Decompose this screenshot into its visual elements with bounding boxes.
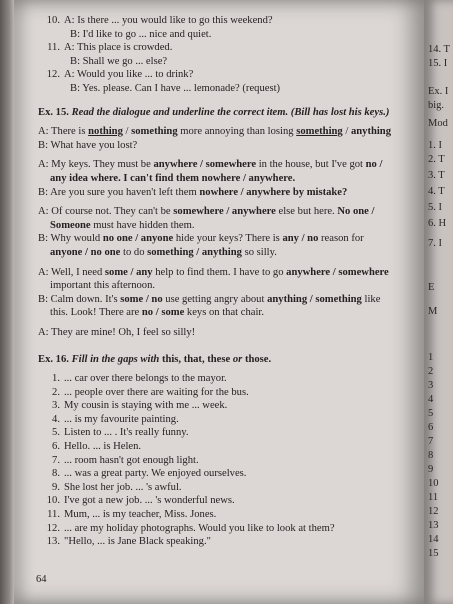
choice: some / no [120, 293, 163, 305]
item-number: 8. [52, 468, 60, 480]
item-text: My cousin is staying with me ... week. [64, 400, 228, 412]
next-page-text-fragment: 11 [428, 492, 439, 503]
list-item [38, 440, 420, 454]
next-page-text-fragment: 3. T [428, 170, 445, 181]
next-page-text-fragment: 1 [428, 352, 434, 363]
item-text: "Hello, ... is Jane Black speaking." [64, 536, 211, 548]
dialogue-text: B: Are you sure you haven't left them [38, 186, 200, 198]
exercise-instruction [72, 354, 272, 365]
separator: / [342, 126, 351, 138]
item-number: 6. [52, 441, 60, 453]
next-page-text-fragment: M [428, 306, 438, 317]
item-text: A: Is there ... you would like to go this weekend? [64, 15, 273, 26]
dialogue-text: reason for [318, 233, 364, 245]
item-text: A: Would you like ... to drink? [64, 69, 194, 81]
dialogue-text: else but here. [275, 206, 338, 218]
next-page-text-fragment: 1. I [428, 140, 442, 151]
item-number: 3. [52, 400, 60, 412]
dialogue-text: any idea where. I can't find them [50, 172, 202, 184]
item-number: 11. [47, 42, 60, 54]
dialogue-text: this. Look! There are [50, 307, 142, 319]
exercise-label: Ex. 16. [38, 354, 69, 366]
item-number: 12. [46, 69, 60, 81]
dialogue-text: A: My keys. They must be [38, 159, 154, 171]
instruction-keywords: this, that, these [161, 354, 231, 366]
dialogue-block [38, 158, 420, 199]
next-page-text-fragment: 7. I [428, 238, 442, 249]
item-text: B: Yes. please. Can I have ... lemonade? (request) [70, 82, 281, 94]
next-page-text-fragment: 14. T [428, 44, 450, 55]
dialogue-text: more annoying than losing [177, 126, 297, 138]
next-page-text-fragment: 3 [428, 380, 434, 391]
list-item [38, 535, 420, 549]
next-page-text-fragment: 4 [428, 394, 434, 405]
page-content [38, 14, 420, 549]
list-item [38, 386, 420, 400]
list-item [38, 41, 420, 55]
page-number: 64 [36, 574, 47, 585]
list-item [38, 481, 420, 495]
list-item [38, 494, 420, 508]
underlined-answer: nothing [88, 126, 123, 138]
dialogue-block [38, 326, 420, 340]
next-page-text-fragment: 12 [428, 506, 439, 517]
book-page [14, 0, 426, 604]
dialogue-text: A: There is [38, 126, 89, 138]
dialogue-line: B: What have you lost? [38, 139, 138, 151]
dialogue-text: must have hidden them. [90, 219, 195, 231]
dialogue-text: keys on that chair. [184, 307, 264, 319]
instruction-text: or [230, 354, 245, 366]
item-text: I've got a new job. ... 's wonderful news. [64, 495, 235, 507]
next-page-edge [424, 0, 453, 604]
choice: No one / [337, 206, 375, 218]
next-page-text-fragment: E [428, 282, 435, 293]
next-page-text-fragment: 9 [428, 464, 434, 475]
dialogue-text: important this afternoon. [50, 280, 156, 292]
dialogue-text: like [361, 293, 381, 305]
next-page-text-fragment: Ex. I [428, 86, 449, 97]
dialogue-block [38, 266, 420, 320]
next-page-text-fragment: 13 [428, 520, 439, 531]
dialogue-block [38, 125, 420, 152]
instruction-text: Fill in the gaps with [71, 354, 162, 366]
item-text: Listen to ... . It's really funny. [64, 427, 189, 439]
next-page-text-fragment: 2. T [428, 154, 445, 165]
dialogue-text: in the house, but I've got [256, 159, 366, 171]
choice: anything [350, 126, 391, 138]
item-text: ... room hasn't got enough light. [64, 454, 199, 466]
item-text: ... car over there belongs to the mayor. [64, 373, 227, 385]
list-item [38, 467, 420, 481]
choice: something [131, 126, 178, 138]
next-page-text-fragment: 10 [428, 478, 439, 489]
item-number: 12. [46, 522, 60, 534]
item-number: 13. [46, 536, 60, 548]
choice: any / no [282, 233, 319, 245]
list-item [38, 413, 420, 427]
choice: no one / anyone [102, 233, 174, 245]
dialogue-text: so silly. [241, 246, 277, 258]
exercise-15-heading [38, 106, 420, 120]
dialogue-text: B: Why would [38, 233, 103, 245]
choice: nowhere / anywhere. [201, 172, 296, 184]
item-text: B: Shall we go ... else? [70, 55, 168, 67]
item-number: 10. [46, 495, 60, 507]
choice: something / anything [147, 246, 242, 258]
exercise-instruction: Read the dialogue and underline the correct item. (Bill has lost his keys.) [71, 106, 390, 118]
dialogue-text: A: Well, I need [38, 266, 105, 278]
dialogue-text: to do [120, 246, 148, 258]
item-number: 7. [52, 454, 60, 466]
item-text: Hello. ... is Helen. [64, 441, 142, 453]
exercise-14-continuation [38, 14, 420, 96]
next-page-text-fragment: 5. I [428, 202, 442, 213]
exercise-16-list [38, 372, 420, 549]
separator: / [122, 126, 132, 138]
choice: anyone / no one [50, 246, 121, 258]
next-page-text-fragment: Mod [428, 118, 448, 129]
dialogue-text: hide your keys? There is [173, 233, 283, 245]
dialogue-text: B: Calm down. It's [38, 293, 121, 305]
choice: anywhere / somewhere [153, 159, 257, 171]
next-page-text-fragment: 8 [428, 450, 434, 461]
next-page-text-fragment: 15 [428, 548, 439, 559]
list-item [38, 399, 420, 413]
item-text: ... are my holiday photographs. Would you like to look at them? [64, 522, 335, 534]
next-page-text-fragment: 14 [428, 534, 439, 545]
item-text: ... was a great party. We enjoyed ourselves. [64, 468, 247, 480]
item-number: 2. [52, 386, 60, 398]
choice: Someone [50, 219, 91, 231]
choice: some / any [104, 266, 153, 278]
underlined-answer: something [296, 126, 343, 138]
next-page-text-fragment: big. [428, 100, 445, 111]
choice: anything / something [267, 293, 362, 305]
next-page-text-fragment: 6. H [428, 218, 447, 229]
exercise-label: Ex. 15. [38, 106, 69, 118]
item-number: 10. [46, 15, 60, 26]
list-item [38, 522, 420, 536]
dialogue-block [38, 205, 420, 259]
list-item [38, 372, 420, 386]
next-page-text-fragment: 7 [428, 436, 434, 447]
next-page-text-fragment: 6 [428, 422, 434, 433]
item-number: 4. [52, 413, 60, 425]
list-item [38, 454, 420, 468]
exercise-16-heading [38, 353, 420, 367]
item-text: A: This place is crowded. [64, 42, 173, 54]
choice: anywhere / somewhere [286, 266, 389, 278]
item-text: ... people over there are waiting for the bus. [64, 386, 249, 398]
next-page-text-fragment: 15. I [428, 58, 448, 69]
item-text: ... is my favourite painting. [64, 413, 179, 425]
item-text: She lost her job. ... 's awful. [64, 481, 182, 493]
item-number: 11. [47, 509, 60, 520]
instruction-keywords: those. [244, 354, 272, 366]
list-item [38, 508, 420, 522]
dialogue-line: A: They are mine! Oh, I feel so silly! [38, 326, 196, 338]
dialogue-text: A: Of course not. They can't be [38, 206, 174, 218]
choice: no / [365, 159, 383, 171]
list-item [38, 14, 420, 28]
next-page-text-fragment: 5 [428, 408, 434, 419]
next-page-text-fragment: 4. T [428, 186, 445, 197]
item-number: 5. [52, 427, 60, 439]
dialogue-text: help to find them. I have to go [152, 266, 287, 278]
item-text: B: I'd like to go ... nice and quiet. [70, 28, 212, 40]
item-number: 1. [52, 373, 60, 385]
choice: somewhere / anywhere [173, 206, 276, 218]
choice: no / some [141, 307, 185, 319]
list-item [38, 68, 420, 82]
item-number: 9. [52, 481, 60, 493]
list-item [38, 426, 420, 440]
choice: nowhere / anywhere by mistake? [199, 186, 348, 198]
item-text: Mum, ... is my teacher, Miss. Jones. [64, 509, 217, 520]
dialogue-text: use getting angry about [162, 293, 268, 305]
next-page-text-fragment: 2 [428, 366, 434, 377]
